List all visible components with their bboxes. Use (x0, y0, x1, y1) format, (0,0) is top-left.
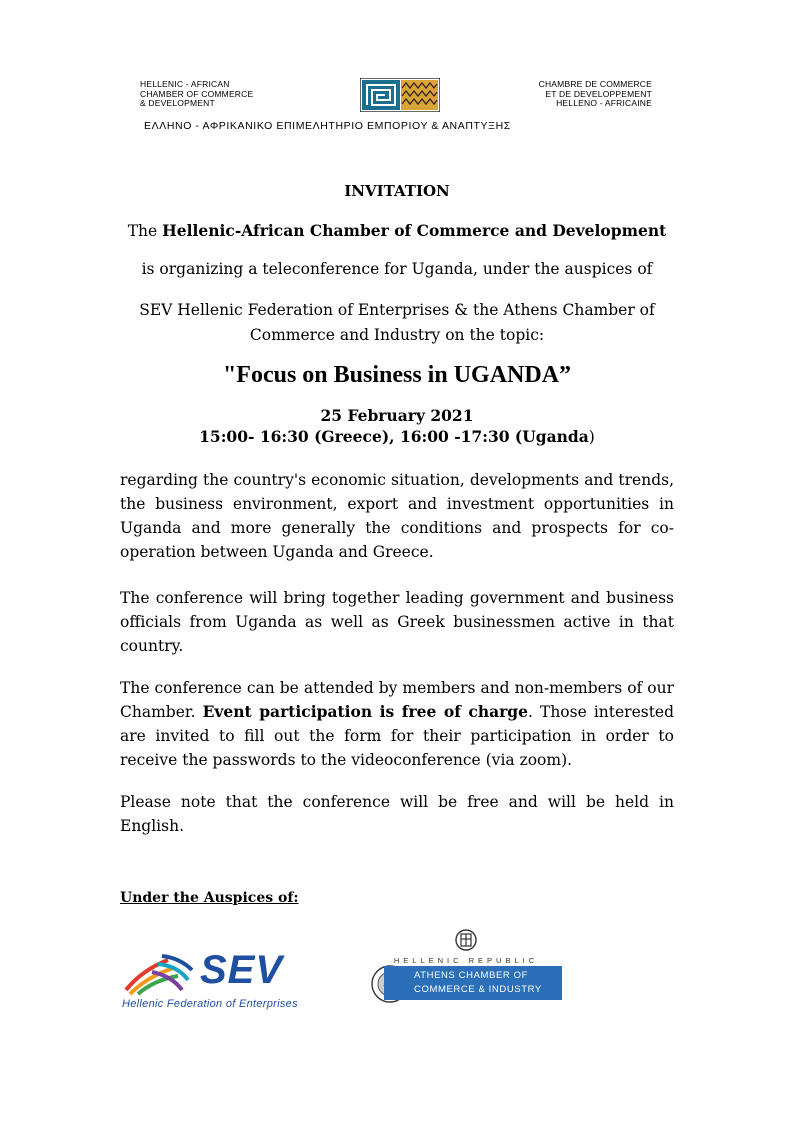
letterhead-english-line: HELLENIC - AFRICAN (140, 79, 230, 89)
attendance-text-b: . Those interested are invited to fill out the form for their participation in order to receive the passwords to the videoconference (via zoom). (120, 703, 675, 769)
organizer-name: Hellenic-African Chamber of Commerce and Development (162, 221, 667, 240)
letterhead-english (140, 80, 253, 109)
paragraph-topics: regarding the country's economic situation, developments and trends, the business environment, export and investment opportunities in Uganda and more generally the conditions and prospects for co-operation between Uganda and Greece. (120, 471, 674, 561)
letterhead-english-line: CHAMBER OF COMMERCE (140, 88, 254, 99)
event-title: "Focus on Business in UGANDA” (222, 362, 572, 388)
greek-emblem-icon (454, 928, 478, 952)
letterhead-french-line: CHAMBRE DE COMMERCE (538, 79, 652, 89)
invitation-heading: INVITATION (344, 182, 450, 200)
paragraph-language: Please note that the conference will be free and will be held in English. (120, 793, 674, 835)
attendance-text-a: The conference can be attended by members and non-members of our Chamber. (120, 679, 674, 721)
auspices-label: Under the Auspices of: (120, 890, 299, 906)
letterhead-french (539, 80, 652, 109)
teleconference-line: is organizing a teleconference for Uganda, under the auspices of (141, 260, 653, 278)
auspices-line-2: Commerce and Industry on the topic: (249, 326, 545, 344)
paragraph-attendance (120, 676, 674, 772)
auspices-line-1: SEV Hellenic Federation of Enterprises & the Athens Chamber of (139, 301, 655, 319)
acci-banner (384, 966, 562, 1000)
acci-line-1: ATHENS CHAMBER OF (414, 970, 529, 981)
auspices-line (0, 298, 794, 348)
sev-logo (122, 948, 352, 1016)
event-time-close: ) (588, 428, 595, 446)
letterhead-french-line: ET DE DEVELOPPEMENT (545, 88, 652, 99)
chamber-logo-icon (360, 78, 440, 112)
letterhead-french-line: HELLENO - AFRICAINE (556, 98, 652, 108)
acci-logo (368, 928, 564, 1004)
event-date: 25 February 2021 (320, 406, 474, 425)
letterhead-english-line: & DEVELOPMENT (140, 98, 215, 108)
letterhead-greek: ΕΛΛΗΝΟ - ΑΦΡΙΚΑΝΙΚΟ ΕΠΙΜΕΛΗΤΗΡΙΟ ΕΜΠΟΡΙΟΥ & ΑΝΑΠΤΥΞΗΣ (144, 120, 511, 132)
sev-swoosh-icon (122, 950, 202, 996)
event-time (0, 426, 794, 448)
letterhead (140, 78, 660, 138)
sev-subtitle: Hellenic Federation of Enterprises (122, 998, 298, 1010)
acci-republic-text: HELLENIC REPUBLIC (393, 956, 539, 965)
acci-line-2: COMMERCE & INDUSTRY (414, 984, 542, 995)
event-time-text: 15:00- 16:30 (Greece), 16:00 -17:30 (Uganda (199, 427, 589, 446)
sev-wordmark: SEV (200, 948, 284, 992)
free-of-charge-text: Event participation is free of charge (202, 702, 529, 721)
organizer-prefix: The (127, 222, 163, 240)
organizer-line (0, 221, 794, 240)
paragraph-participants: The conference will bring together leading government and business officials from Uganda as well as Greek businessmen active in that country. (120, 589, 674, 655)
event-datetime (0, 405, 794, 448)
